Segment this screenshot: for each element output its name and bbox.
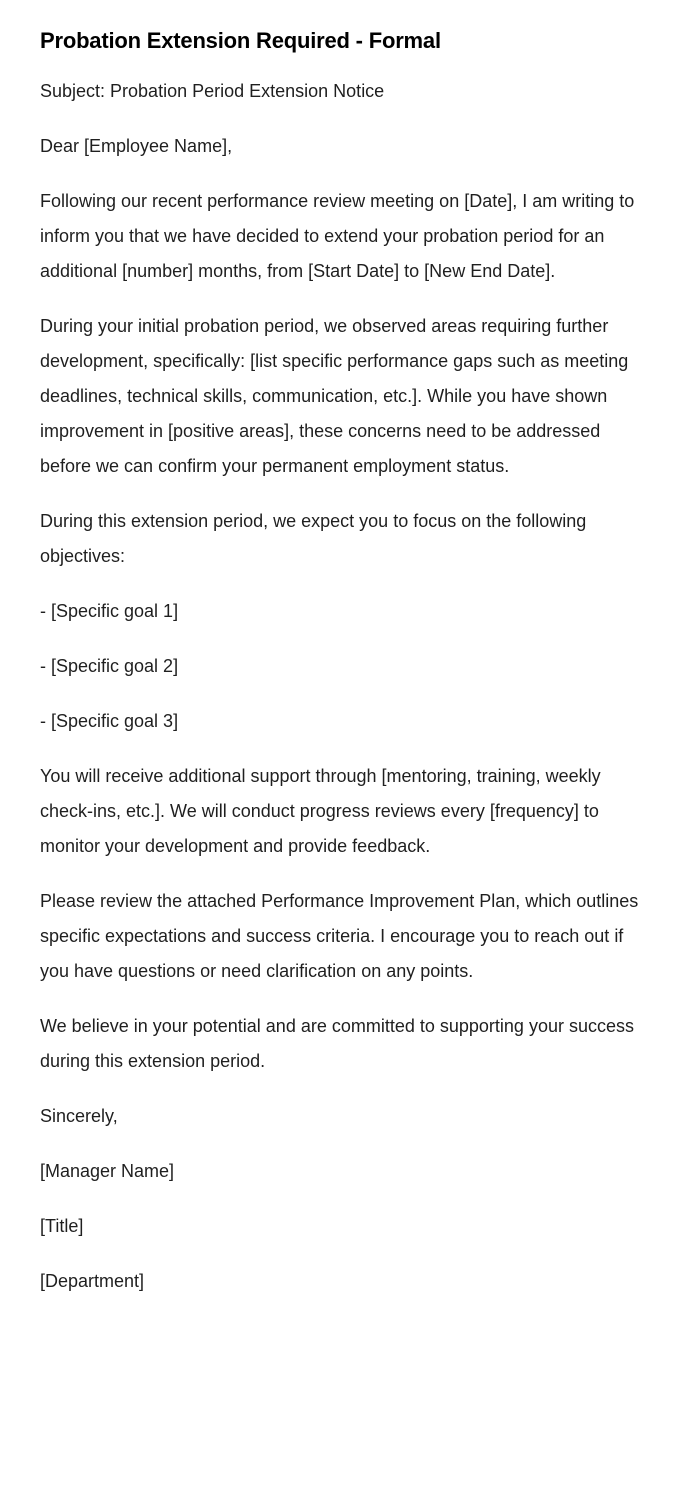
body-paragraph-encouragement: We believe in your potential and are committed to supporting your success during this extension period. <box>40 1016 634 1071</box>
signature-line-title: [Title] <box>40 1216 84 1236</box>
subject-line: Subject: Probation Period Extension Notice <box>40 81 385 101</box>
signature-line-manager-name: [Manager Name] <box>40 1161 175 1181</box>
goal-item: - [Specific goal 1] <box>40 601 179 621</box>
page-title: Probation Extension Required - Formal <box>40 28 441 53</box>
body-paragraph-extension-notice: Following our recent performance review meeting on [Date], I am writing to inform you that we have decided to extend your probation period for an additional [number] months, from [Start Date] to [New End Date]. <box>40 191 635 281</box>
sign-off: Sincerely, <box>40 1106 118 1126</box>
body-paragraph-improvement-plan: Please review the attached Performance Improvement Plan, which outlines specific expectations and success criteria. I encourage you to reach out if you have questions or need clarification on any points. <box>40 891 639 981</box>
goal-item: - [Specific goal 3] <box>40 711 179 731</box>
goal-item: - [Specific goal 2] <box>40 656 179 676</box>
signature-line-department: [Department] <box>40 1271 145 1291</box>
body-paragraph-performance-concerns: During your initial probation period, we observed areas requiring further development, specifically: [list specific performance gaps such as meeting deadlines, technical skills, communication, etc.]. While you have shown improvement in [positive areas], these concerns need to be addressed before we can confirm your permanent employment status. <box>40 316 629 476</box>
salutation: Dear [Employee Name], <box>40 136 233 156</box>
body-paragraph-support: You will receive additional support through [mentoring, training, weekly check-ins, etc.]. We will conduct progress reviews every [frequency] to monitor your development and provide feedback. <box>40 766 601 856</box>
body-paragraph-objectives-intro: During this extension period, we expect you to focus on the following objectives: <box>40 511 587 566</box>
